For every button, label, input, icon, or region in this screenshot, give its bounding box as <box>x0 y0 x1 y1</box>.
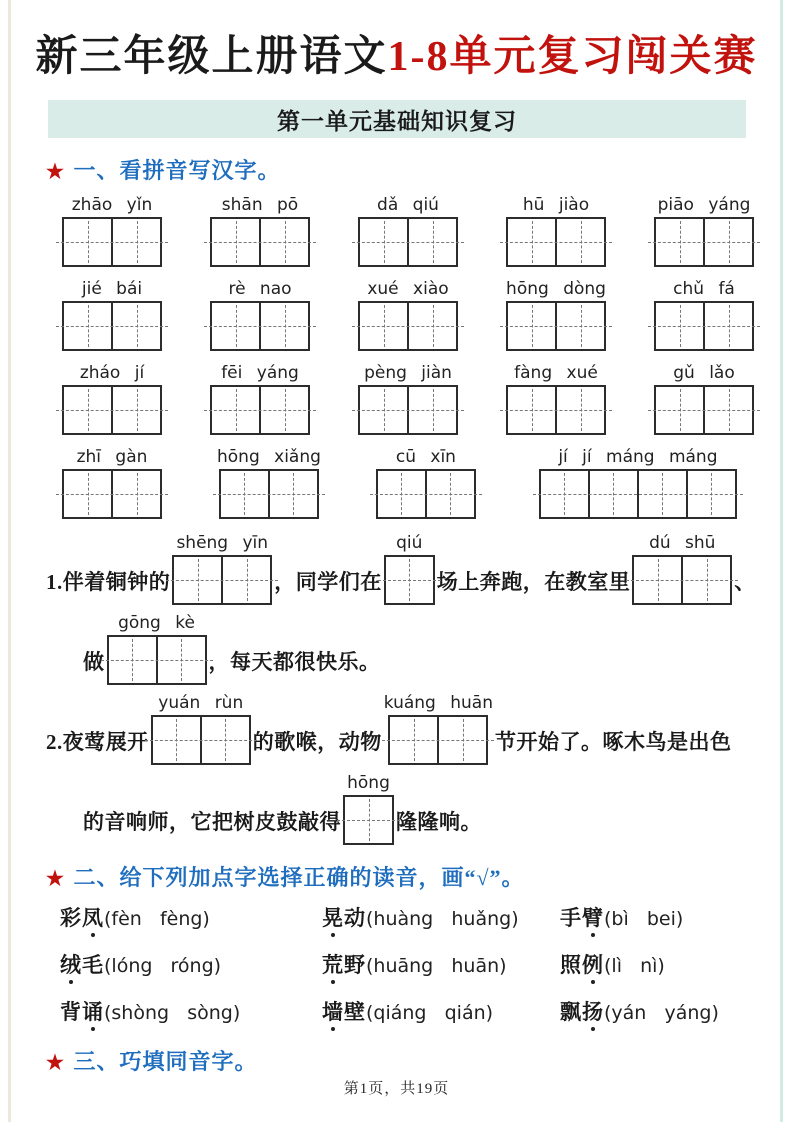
writing-cell <box>409 219 456 265</box>
word-choice-item <box>322 904 560 935</box>
word-choice-item <box>322 951 560 982</box>
pinyin-label: cū xīn <box>395 447 456 467</box>
right-edge-stripe <box>780 0 783 1122</box>
pinyin-options: (fèn fèng) <box>104 908 210 930</box>
pinyin-writing-grid <box>62 195 754 519</box>
dotted-character: 例 <box>582 953 604 977</box>
character: 野 <box>344 953 366 977</box>
writing-cell <box>439 717 486 763</box>
writing-box <box>358 217 458 267</box>
pinyin-box-group <box>210 363 310 435</box>
writing-cell <box>688 471 735 517</box>
pinyin-box-group <box>654 363 754 435</box>
writing-cell <box>113 219 160 265</box>
pinyin-box-group <box>217 447 321 519</box>
pinyin-label: zhī gàn <box>76 447 148 467</box>
writing-cell <box>705 303 752 349</box>
pinyin-options: (bì bei) <box>604 908 684 930</box>
writing-cell <box>390 717 439 763</box>
section-three-label: 三、巧填同音字。 <box>73 1049 258 1074</box>
pinyin-label: rè nao <box>228 279 292 299</box>
pinyin-box-group <box>506 363 606 435</box>
writing-cell <box>557 219 604 265</box>
writing-box <box>107 635 207 685</box>
sentence-text: ，同学们在 <box>274 570 382 594</box>
section-three-header <box>46 1045 793 1076</box>
writing-box <box>62 469 162 519</box>
writing-cell <box>113 303 160 349</box>
writing-cell <box>345 797 392 843</box>
title-black-part: 新三年级上册语文 <box>35 34 388 80</box>
writing-cell <box>360 219 409 265</box>
writing-box <box>343 795 394 845</box>
writing-cell <box>360 387 409 433</box>
pinyin-box-group <box>506 195 606 267</box>
sentence-text: 的音响师，它把树皮鼓敲得 <box>83 810 341 834</box>
pinyin-label: hōng <box>347 773 390 793</box>
writing-cell <box>360 303 409 349</box>
section-two-label: 二、给下列加点字选择正确的读音，画“√”。 <box>73 865 525 890</box>
word-choice-item <box>60 998 322 1029</box>
pinyin-box-group <box>539 447 737 519</box>
writing-box <box>388 715 488 765</box>
pinyin-label: shān pō <box>221 195 299 215</box>
word-choice-row <box>60 904 760 935</box>
star-icon: ★ <box>46 161 65 183</box>
pinyin-label: qiú <box>396 533 423 553</box>
character: 飘 <box>560 1000 582 1024</box>
pinyin-label: jí jí máng máng <box>558 447 718 467</box>
writing-cell <box>109 637 158 683</box>
writing-box <box>539 469 737 519</box>
dotted-character: 臂 <box>582 906 604 930</box>
pinyin-box-group <box>384 693 493 765</box>
writing-cell <box>64 471 113 517</box>
pinyin-box-group <box>358 279 458 351</box>
section-one-label: 一、看拼音写汉字。 <box>73 158 281 183</box>
character: 照 <box>560 953 582 977</box>
writing-cell <box>705 387 752 433</box>
word-characters <box>560 906 604 930</box>
character: 毛 <box>82 953 104 977</box>
writing-cell <box>378 471 427 517</box>
writing-cell <box>427 471 474 517</box>
writing-cell <box>158 637 205 683</box>
unit-banner-text: 第一单元基础知识复习 <box>277 108 517 134</box>
left-edge-stripe <box>8 0 11 1122</box>
writing-cell <box>508 303 557 349</box>
writing-cell <box>557 387 604 433</box>
character: 手 <box>560 906 582 930</box>
word-choice-item <box>60 951 322 982</box>
pinyin-row <box>62 363 754 435</box>
writing-cell <box>508 387 557 433</box>
pinyin-box-group <box>107 613 207 685</box>
writing-box <box>210 217 310 267</box>
pinyin-label: chǔ fá <box>673 279 735 299</box>
pinyin-options: (huāng huān) <box>366 955 507 977</box>
writing-box <box>506 385 606 435</box>
writing-cell <box>409 387 456 433</box>
pinyin-label: dú shū <box>649 533 716 553</box>
pinyin-box-group <box>62 363 162 435</box>
writing-cell <box>590 471 639 517</box>
pinyin-box-group <box>343 773 394 845</box>
sentence-line <box>46 693 756 765</box>
writing-cell <box>508 219 557 265</box>
sentence-text: 隆隆响。 <box>396 810 482 834</box>
sentence-line <box>46 533 756 605</box>
star-icon: ★ <box>46 868 65 890</box>
writing-cell <box>683 557 730 603</box>
writing-cell <box>64 387 113 433</box>
pinyin-box-group <box>210 195 310 267</box>
writing-cell <box>261 219 308 265</box>
pinyin-options: (lì nì) <box>604 955 665 977</box>
sentence-text: 做 <box>83 650 105 674</box>
word-characters <box>60 953 104 977</box>
writing-cell <box>557 303 604 349</box>
writing-cell <box>261 303 308 349</box>
writing-cell <box>270 471 317 517</box>
writing-box <box>210 301 310 351</box>
title-red-part: 1-8单元复习闯关赛 <box>387 34 758 80</box>
pinyin-box-group <box>376 447 476 519</box>
pinyin-label: zháo jí <box>79 363 145 383</box>
star-icon: ★ <box>46 1052 65 1074</box>
word-choice-item <box>560 998 760 1029</box>
pinyin-label: piāo yáng <box>657 195 751 215</box>
pinyin-row <box>62 195 754 267</box>
sentence-text: ，每天都很快乐。 <box>208 650 381 674</box>
dotted-character: 墙 <box>322 1000 344 1024</box>
writing-cell <box>705 219 752 265</box>
pinyin-label: fēi yáng <box>221 363 299 383</box>
dotted-character: 凤 <box>82 906 104 930</box>
writing-cell <box>656 387 705 433</box>
writing-box <box>506 301 606 351</box>
word-choice-row <box>60 998 760 1029</box>
pinyin-label: hū jiào <box>522 195 590 215</box>
page-title <box>0 30 793 84</box>
pinyin-label: hōng dòng <box>506 279 606 299</box>
word-characters <box>322 953 366 977</box>
writing-box <box>506 217 606 267</box>
writing-cell <box>174 557 223 603</box>
writing-box <box>358 385 458 435</box>
pinyin-label: fàng xué <box>514 363 598 383</box>
pinyin-box-group <box>654 279 754 351</box>
writing-cell <box>221 471 270 517</box>
writing-box <box>384 555 435 605</box>
writing-cell <box>386 557 433 603</box>
pinyin-row <box>62 447 754 519</box>
pronunciation-choice-grid <box>60 904 760 1029</box>
writing-cell <box>202 717 249 763</box>
pinyin-box-group <box>358 363 458 435</box>
sentence-text: 的歌喉，动物 <box>252 730 382 754</box>
writing-cell <box>409 303 456 349</box>
writing-box <box>62 217 162 267</box>
section-one-header <box>46 154 793 185</box>
pinyin-options: (huàng huǎng) <box>366 908 519 930</box>
dotted-character: 晃 <box>322 906 344 930</box>
pinyin-label: dǎ qiú <box>377 195 439 215</box>
pinyin-label: gǔ lǎo <box>673 363 735 383</box>
writing-cell <box>64 303 113 349</box>
pinyin-options: (shòng sòng) <box>104 1002 241 1024</box>
writing-box <box>358 301 458 351</box>
pinyin-label: hōng xiǎng <box>217 447 321 467</box>
writing-cell <box>153 717 202 763</box>
writing-cell <box>656 219 705 265</box>
word-characters <box>560 953 604 977</box>
writing-cell <box>223 557 270 603</box>
writing-cell <box>261 387 308 433</box>
pinyin-box-group <box>151 693 251 765</box>
writing-cell <box>212 303 261 349</box>
writing-cell <box>212 219 261 265</box>
word-characters <box>560 1000 604 1024</box>
writing-cell <box>541 471 590 517</box>
word-characters <box>322 1000 366 1024</box>
character: 背 <box>60 1000 82 1024</box>
writing-box <box>654 301 754 351</box>
pinyin-box-group <box>62 195 162 267</box>
pinyin-box-group <box>654 195 754 267</box>
pinyin-label: gōng kè <box>118 613 195 633</box>
writing-box <box>376 469 476 519</box>
pinyin-label: kuáng huān <box>383 693 493 713</box>
sentence-text: 节开始了。啄木鸟是出色 <box>494 730 732 754</box>
pinyin-label: xué xiào <box>367 279 449 299</box>
word-characters <box>322 906 366 930</box>
sentence-line <box>83 773 756 845</box>
pinyin-box-group <box>632 533 732 605</box>
pinyin-box-group <box>358 195 458 267</box>
pinyin-box-group <box>210 279 310 351</box>
dotted-character: 绒 <box>60 953 82 977</box>
word-choice-item <box>560 951 760 982</box>
writing-box <box>219 469 319 519</box>
pinyin-box-group <box>506 279 606 351</box>
sentence-text: 2.夜莺展开 <box>46 730 149 754</box>
pinyin-row <box>62 279 754 351</box>
unit-banner <box>48 100 746 138</box>
word-choice-item <box>322 998 560 1029</box>
word-characters <box>60 906 104 930</box>
sentence-line <box>83 613 756 685</box>
writing-cell <box>113 471 160 517</box>
writing-cell <box>113 387 160 433</box>
writing-box <box>654 385 754 435</box>
writing-cell <box>634 557 683 603</box>
page-number: 第1页，共19页 <box>343 1081 450 1097</box>
dotted-character: 荒 <box>322 953 344 977</box>
character: 壁 <box>344 1000 366 1024</box>
word-choice-row <box>60 951 760 982</box>
pinyin-box-group <box>384 533 435 605</box>
pinyin-label: shēng yīn <box>176 533 269 553</box>
writing-box <box>632 555 732 605</box>
writing-box <box>172 555 272 605</box>
sentence-text: 1.伴着铜钟的 <box>46 570 171 594</box>
pinyin-label: jié bái <box>81 279 143 299</box>
sentence-text: 场上奔跑，在教室里 <box>436 570 631 594</box>
writing-box <box>654 217 754 267</box>
pinyin-label: yuán rùn <box>158 693 244 713</box>
word-choice-item <box>60 904 322 935</box>
writing-cell <box>212 387 261 433</box>
writing-box <box>62 385 162 435</box>
character: 动 <box>344 906 366 930</box>
pinyin-options: (lóng róng) <box>104 955 222 977</box>
writing-cell <box>64 219 113 265</box>
pinyin-box-group <box>62 447 162 519</box>
character: 彩 <box>60 906 82 930</box>
pinyin-options: (qiáng qián) <box>366 1002 494 1024</box>
pinyin-box-group <box>172 533 272 605</box>
pinyin-label: zhāo yǐn <box>71 195 153 215</box>
section-two-header <box>46 861 793 892</box>
writing-box <box>151 715 251 765</box>
writing-box <box>62 301 162 351</box>
dotted-character: 诵 <box>82 1000 104 1024</box>
pinyin-label: pèng jiàn <box>364 363 452 383</box>
writing-box <box>210 385 310 435</box>
writing-cell <box>639 471 688 517</box>
dotted-character: 扬 <box>582 1000 604 1024</box>
writing-cell <box>656 303 705 349</box>
word-characters <box>60 1000 104 1024</box>
pinyin-box-group <box>62 279 162 351</box>
word-choice-item <box>560 904 760 935</box>
fill-in-sentences <box>46 533 756 845</box>
pinyin-options: (yán yáng) <box>604 1002 719 1024</box>
sentence-text: 、 <box>734 570 756 594</box>
